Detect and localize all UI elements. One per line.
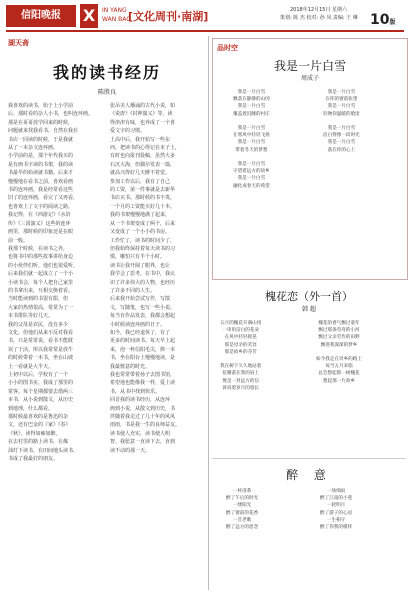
text-line: 每当有作品发表，我都会想起 — [110, 313, 176, 320]
text-line: 我那个时候，在读书之外， — [8, 245, 69, 252]
text-line: 书店一同读的时候，于是我就 — [8, 136, 74, 143]
text-line: 伴随着我走过了几十年的风风 — [110, 414, 176, 421]
text-line: 我是一片白雪 — [327, 104, 356, 110]
text-line: 醉了午后的时光 — [226, 496, 259, 502]
poem-author: 周成子 — [300, 75, 319, 82]
logo-x-mark: X — [80, 4, 98, 28]
text-line: 我是一片白雪 — [237, 90, 266, 95]
text-line: 想起那一片故乡 — [322, 378, 356, 384]
newspaper-logo: 信阳晚报 — [6, 5, 76, 27]
text-line: 是有画书字读的书架，我的读 — [8, 161, 74, 168]
text-line: 有时也向报刊投稿，虽然大多 — [110, 153, 176, 160]
poem2-left-lines — [220, 320, 261, 392]
text-line: 飘进我深深的梦乡 — [320, 342, 358, 348]
text-line: 我是一片白雪 — [327, 126, 356, 132]
left-article — [8, 38, 206, 590]
text-line: 本书，从小说到散文，从历史 — [8, 397, 74, 404]
text-line: 一场细雨 — [326, 489, 346, 494]
text-line — [220, 356, 261, 363]
text-line: 我喜欢的读书，始于上小学前 — [8, 103, 74, 109]
text-line: 飘落在静静的山冈 — [233, 97, 270, 103]
text-line: 那是故乡的芬芳 — [224, 349, 257, 355]
text-line: 上高中后，我开始写一些东 — [110, 136, 171, 143]
text-line: 误了干活。所以我常常是放牛 — [8, 346, 74, 353]
section-title: [文化周刊·南湖] — [128, 10, 209, 23]
text-line: 在去村里的路上读书，在煤 — [8, 439, 69, 446]
editor-credits: 策划: 陈 杰 校对: 孙 凤 责编: 王 琳 — [280, 15, 358, 21]
logo-subtitle — [102, 6, 131, 24]
text-line: 识了许多伟大的人物，也经历 — [110, 279, 176, 286]
page-header — [0, 0, 410, 40]
text-line: 也将书中的那些故事讲给身边 — [8, 254, 74, 261]
text-line: 上初中以后，学校有了一个 — [8, 372, 69, 378]
text-line: 书，坐在阳台上慢慢地读，是 — [110, 355, 176, 362]
text-line: 回首我的读书经历，从连环 — [110, 397, 171, 404]
text-line: 如今，我已经退休了，有了 — [110, 329, 171, 336]
text-line: 醉了江南的小巷 — [320, 496, 353, 502]
text-line: 小读书会，每个人把自己家里 — [8, 279, 74, 286]
poem-stanza-b — [323, 89, 360, 154]
article-title: 我的读书经历 — [52, 63, 161, 82]
text-line: 醉了远方的思念 — [226, 525, 259, 531]
text-line: 我的书架慢慢地满了起来， — [110, 212, 171, 219]
poem3-left-lines — [226, 488, 258, 531]
text-line: 我是一片白雪 — [327, 140, 356, 146]
text-line: 前一般。 — [8, 237, 29, 244]
text-line — [323, 118, 360, 125]
column-divider — [208, 36, 209, 590]
text-line: 我记得，在《西游记》《水浒 — [8, 212, 71, 219]
text-line: 读书使人充实，读书使人明 — [110, 430, 171, 437]
text-line: 得津津有味，也养成了一个喜 — [110, 119, 176, 126]
article-body — [8, 102, 206, 572]
text-line: 从了一本杂文连环画。 — [8, 145, 59, 152]
text-line: 在寒风中轻轻飞扬 — [233, 133, 270, 139]
text-line: 读书让我开阔了眼界，也让 — [110, 262, 171, 269]
page-number — [370, 12, 396, 28]
poem-title: 我是一片白雪 — [273, 59, 346, 73]
text-line: 上一看就是大半天。 — [8, 363, 54, 370]
text-line: 我的父母是农民，没有多少 — [8, 321, 69, 328]
text-line: 诉说着岁月的悠长 — [222, 385, 260, 391]
text-line: 又变成了一个小小的书房。 — [110, 229, 171, 236]
text-line: 惯，哪怕只有半个小时。 — [110, 254, 166, 261]
text-line: 我最惬意的时光。 — [110, 363, 151, 370]
text-line: 文，还有巴金的《家》《春》 — [8, 422, 71, 429]
text-line: 书，从书中找到快乐。 — [110, 388, 161, 395]
text-line: 醉了游子的心房 — [320, 510, 353, 516]
text-line: 《说唐》《封神演义》等，读 — [110, 111, 173, 118]
text-line: 也喜欢上了文字的阅读之路。 — [8, 203, 74, 210]
text-line: 了许多不同的人生。 — [110, 287, 156, 294]
text-line: 更多的时间读书。每天早上起 — [110, 338, 176, 345]
text-line: 我也常常带着孙子去图书馆， — [110, 372, 176, 378]
text-line: 每当五月来临 — [325, 364, 353, 370]
text-line: 我是一片白雪 — [237, 140, 266, 146]
text-line: 洁白得像一段时光 — [323, 133, 360, 139]
text-line: 画里，那时候的印象还是在眼 — [8, 229, 74, 236]
text-line: 常客。每个星期都要去借两三 — [8, 388, 74, 395]
text-line: 参加工作以后，我有了自己 — [110, 178, 171, 185]
header-rule — [6, 30, 404, 32]
text-line: 我是一片白雪 — [237, 162, 266, 168]
text-line: 书的连环画，我是经常看这些 — [8, 187, 74, 194]
text-line: 本书排队等好几天。 — [8, 313, 54, 320]
text-line: 醉了你我的模样 — [320, 525, 353, 531]
text-line: 读不动的那一天。 — [110, 447, 151, 454]
text-line: 守望着远方的故乡 — [233, 169, 270, 175]
text-line: 就高兴得好几天睡不着觉。 — [110, 170, 171, 177]
text-line: 文，写随笔，也写一些小说。 — [110, 304, 176, 311]
text-line: 一串串洁白的花朵 — [222, 328, 260, 334]
text-line: 书最早的始读就书籍。后来才 — [8, 170, 74, 177]
text-line: 画到小说，从散文到历史，书 — [110, 405, 176, 412]
page-number-value: 10 — [370, 12, 390, 28]
text-line: 智。我愿意一直读下去，直到 — [110, 439, 176, 446]
right-column-tag: 品时空 — [217, 44, 238, 52]
text-line: 旧了的连环画，看完了又再看， — [8, 195, 79, 202]
text-line: 希望他也能像我一样，爱上读 — [110, 380, 176, 387]
text-line: 小学前的是，那个年代我买的 — [8, 153, 74, 160]
text-line: 西，把读书的心得记在本子上， — [110, 145, 181, 152]
text-line: 的小伙伴们听，他们也很爱听， — [8, 262, 79, 269]
logo-sub-line-2: WAN BAO — [102, 16, 131, 23]
text-line: 带着冬天的梦想 — [235, 147, 268, 153]
text-line: 五月的槐花开满山冈 — [220, 321, 262, 326]
text-line: 慢慢地在看书之前，喜欢看画 — [8, 178, 74, 185]
text-line: 一个月的工资能买好几十本。 — [110, 203, 176, 210]
text-line: 在风中轻轻摇晃 — [224, 335, 257, 341]
text-line: 来，泡一杯信阳毛尖，捧一本 — [110, 346, 176, 353]
text-line: 总会想起那一树槐花 — [318, 371, 360, 377]
text-line: 的书拿出来，互相交换着看。 — [8, 287, 74, 294]
text-line: 后来我开始尝试写作，写散 — [110, 296, 171, 303]
article-author: 陈胜良 — [97, 89, 116, 96]
text-line: 《秋》，读得如痴如醉。 — [8, 430, 61, 437]
text-line: 工作忙了，读书的时间少了， — [110, 237, 176, 244]
text-line: 落在你的心上 — [327, 147, 356, 153]
text-line: 一轮明月 — [326, 503, 346, 509]
text-line: 一首老歌 — [232, 517, 252, 523]
page-number-unit: 版 — [389, 19, 396, 26]
text-line: 爱文字的习惯。 — [110, 128, 146, 135]
text-line: 后来我们就一起成立了一个小 — [8, 271, 74, 278]
poem3-title: 醉 意 — [286, 468, 332, 482]
text-line: 大家的热情很高，常常为了一 — [8, 304, 74, 311]
article-column-2 — [110, 102, 202, 572]
right-column — [212, 38, 406, 590]
logo-sub-line-1: IN YANG — [102, 7, 127, 14]
text-line: 飘过那条弯弯的小河 — [318, 328, 360, 334]
text-line: 一生相守 — [326, 517, 346, 523]
text-line: 书店买书。那时候的书不贵， — [110, 195, 176, 202]
text-line: 那时候最喜欢的是鲁迅的杂 — [8, 414, 69, 421]
text-line: 如今我走在异乡的路上 — [316, 357, 362, 363]
text-line: 我是一片白雪 — [237, 176, 266, 182]
text-line: 但我始终保持着每天读书的习 — [110, 245, 176, 252]
text-line: 小小的图书室，我成了那里的 — [8, 380, 74, 387]
text-line: 我学会了思考。在书中，我认 — [110, 271, 176, 278]
text-line: 那是在哥哥放学回来的时候， — [8, 119, 74, 126]
text-line: 后，那时看的杂人小书，也叫连环画。 — [8, 111, 94, 118]
poem3-right-lines — [320, 488, 352, 531]
text-line: 在你的窗前张望 — [325, 97, 358, 103]
text-line: 到地理，什么都看。 — [8, 405, 54, 412]
text-line: 我是一片白雪 — [237, 104, 266, 110]
text-line: 传》《三国演义》这些的连环 — [8, 220, 71, 227]
article-column-1 — [8, 102, 100, 572]
text-line: 书，只是常常说，看书不能耽 — [8, 338, 74, 345]
text-line: 轻吻你温暖的脸庞 — [323, 111, 360, 117]
text-line: 文化，但他们从来不反对我看 — [8, 329, 74, 336]
text-line: 油灯下读书，在田间地头读书， — [8, 447, 79, 454]
text-line: 一杯清茶 — [232, 489, 252, 494]
text-line: 我在树下久久地站着 — [220, 364, 262, 370]
text-line: 张吊美人播诵的古代小说，如 — [110, 103, 176, 109]
text-line: 我是一片白雪 — [327, 90, 356, 95]
text-line: 当时能读到的书很有限，但 — [8, 296, 69, 303]
left-column-tag: 湖天斋 — [8, 39, 29, 47]
text-line: 石沉大海，但偶尔发表一篇， — [110, 161, 176, 168]
text-line: 融化成春天的希望 — [233, 183, 270, 189]
text-line — [233, 154, 270, 161]
text-line: 我是一片白雪 — [237, 126, 266, 132]
text-line: 花瓣落在我的肩上 — [222, 371, 260, 377]
poem-box — [212, 38, 408, 280]
text-line: 从一个书架变成了两个，后来 — [110, 220, 176, 227]
text-line: 的工资，第一件事就是去新华 — [110, 187, 176, 194]
poem2-author: 韩 超 — [302, 306, 316, 313]
text-line — [233, 118, 270, 125]
text-line: 覆盖着沉睡的村庄 — [233, 111, 270, 117]
text-line: 醉了窗前的花香 — [226, 510, 259, 516]
text-line: 书成了我最好的朋友。 — [8, 456, 59, 463]
poem-stanza-a — [233, 89, 270, 190]
text-line: 那是母亲的笑容 — [224, 342, 257, 348]
text-line: 问题就来找我看书，自然在我在 — [8, 128, 79, 135]
text-line — [316, 349, 362, 356]
text-line: 像是一封远方的信 — [222, 378, 260, 384]
text-line: 的时候带着一本书，坐在山坡 — [8, 355, 74, 362]
text-line: 雨雨，书是我一生的良师益友。 — [110, 422, 181, 429]
section-divider — [212, 458, 406, 459]
text-line: 飘过父亲劳作的田野 — [318, 335, 360, 341]
text-line: 槐花的香气飘过童年 — [318, 321, 360, 326]
poem2-title: 槐花恋（外一首） — [265, 290, 353, 303]
text-line: 一缕阳光 — [232, 503, 252, 509]
text-line: 小时候读连环画的日子。 — [110, 321, 166, 328]
issue-date: 2018年12月15日 星期六 — [290, 7, 348, 13]
poem2-right-lines — [316, 320, 362, 385]
